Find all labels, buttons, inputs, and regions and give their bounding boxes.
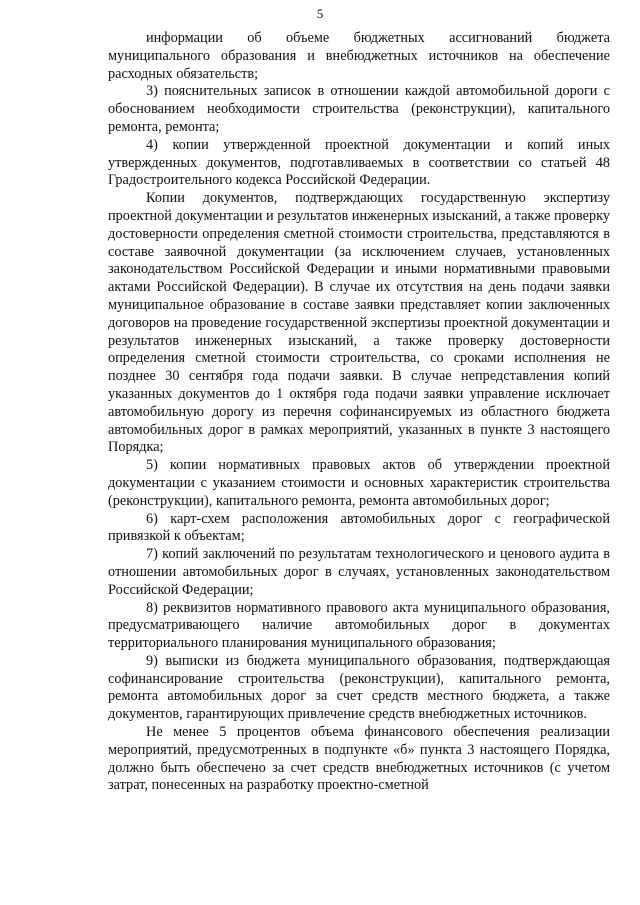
paragraph-item-9: 9) выписки из бюджета муниципального образования, подтверждающая софинансирование строительства (реконструкции), капитального ремонта, ремонта автомобильных дорог за счет средств местного бюджета, а также документов, гарантирующих привлечение средств внебюджетных источников. xyxy=(108,652,610,723)
paragraph-item-3: 3) пояснительных записок в отношении каждой автомобильной дороги с обоснованием необходимости строительства (реконструкции), капитального ремонта, ремонта; xyxy=(108,83,610,135)
paragraph-item-4: 4) копии утвержденной проектной документации и копий иных утвержденных документов, подготавливаемых в соответствии со статьей 48 Градостроительного кодекса Российской Федерации. xyxy=(108,136,610,189)
paragraph-item-8: 8) реквизитов нормативного правового акта муниципального образования, предусматривающего наличие автомобильных дорог в документах территориального планирования муниципального образования; xyxy=(108,599,610,652)
document-body xyxy=(108,30,610,795)
paragraph-expertise-copies: Копии документов, подтверждающих государственную экспертизу проектной документации и результатов инженерных изысканий, а также проверку достоверности определения сметной стоимости строительства, представляются в составе заявочной документации (за исключением случаев, установленных законодательством Российской Федерации и иными нормативными правовыми актами Российской Федерации). В случае их отсутствия на день подачи заявки муниципальное образование в составе заявки представляет копии заключенных договоров на проведение государственной экспертизы проектной документации и результатов инженерных изысканий, а также проверку достоверности определения сметной стоимости строительства, со сроками исполнения не позднее 30 сентября года подачи заявки. В случае непредставления копий указанных документов до 1 октября года подачи заявки управление исключает автомобильную дорогу из перечня софинансируемых из областного бюджета автомобильных дорог в рамках мероприятий, указанных в пункте 3 настоящего Порядка; xyxy=(108,190,610,456)
paragraph-extrabudgetary-share: Не менее 5 процентов объема финансового обеспечения реализации мероприятий, предусмотренных в подпункте «б» пункта 3 настоящего Порядка, должно быть обеспечено за счет средств внебюджетных источников (с учетом затрат, понесенных на разработку проектно-сметной xyxy=(108,724,610,794)
page-number: 5 xyxy=(316,6,324,21)
paragraph-item-7: 7) копий заключений по результатам технологического и ценового аудита в отношении автомобильных дорог в случаях, установленных законодательством Российской Федерации; xyxy=(108,546,610,598)
paragraph-item-6: 6) карт-схем расположения автомобильных дорог с географической привязкой к объектам; xyxy=(108,510,610,545)
paragraph-item-5: 5) копии нормативных правовых актов об утверждении проектной документации с указанием стоимости и основных характеристик строительства (реконструкции), капитального ремонта, ремонта автомобильных дорог; xyxy=(108,457,610,509)
paragraph-continuation: информации об объеме бюджетных ассигнований бюджета муниципального образования и внебюджетных источников на обеспечение расходных обязательств; xyxy=(108,30,610,82)
